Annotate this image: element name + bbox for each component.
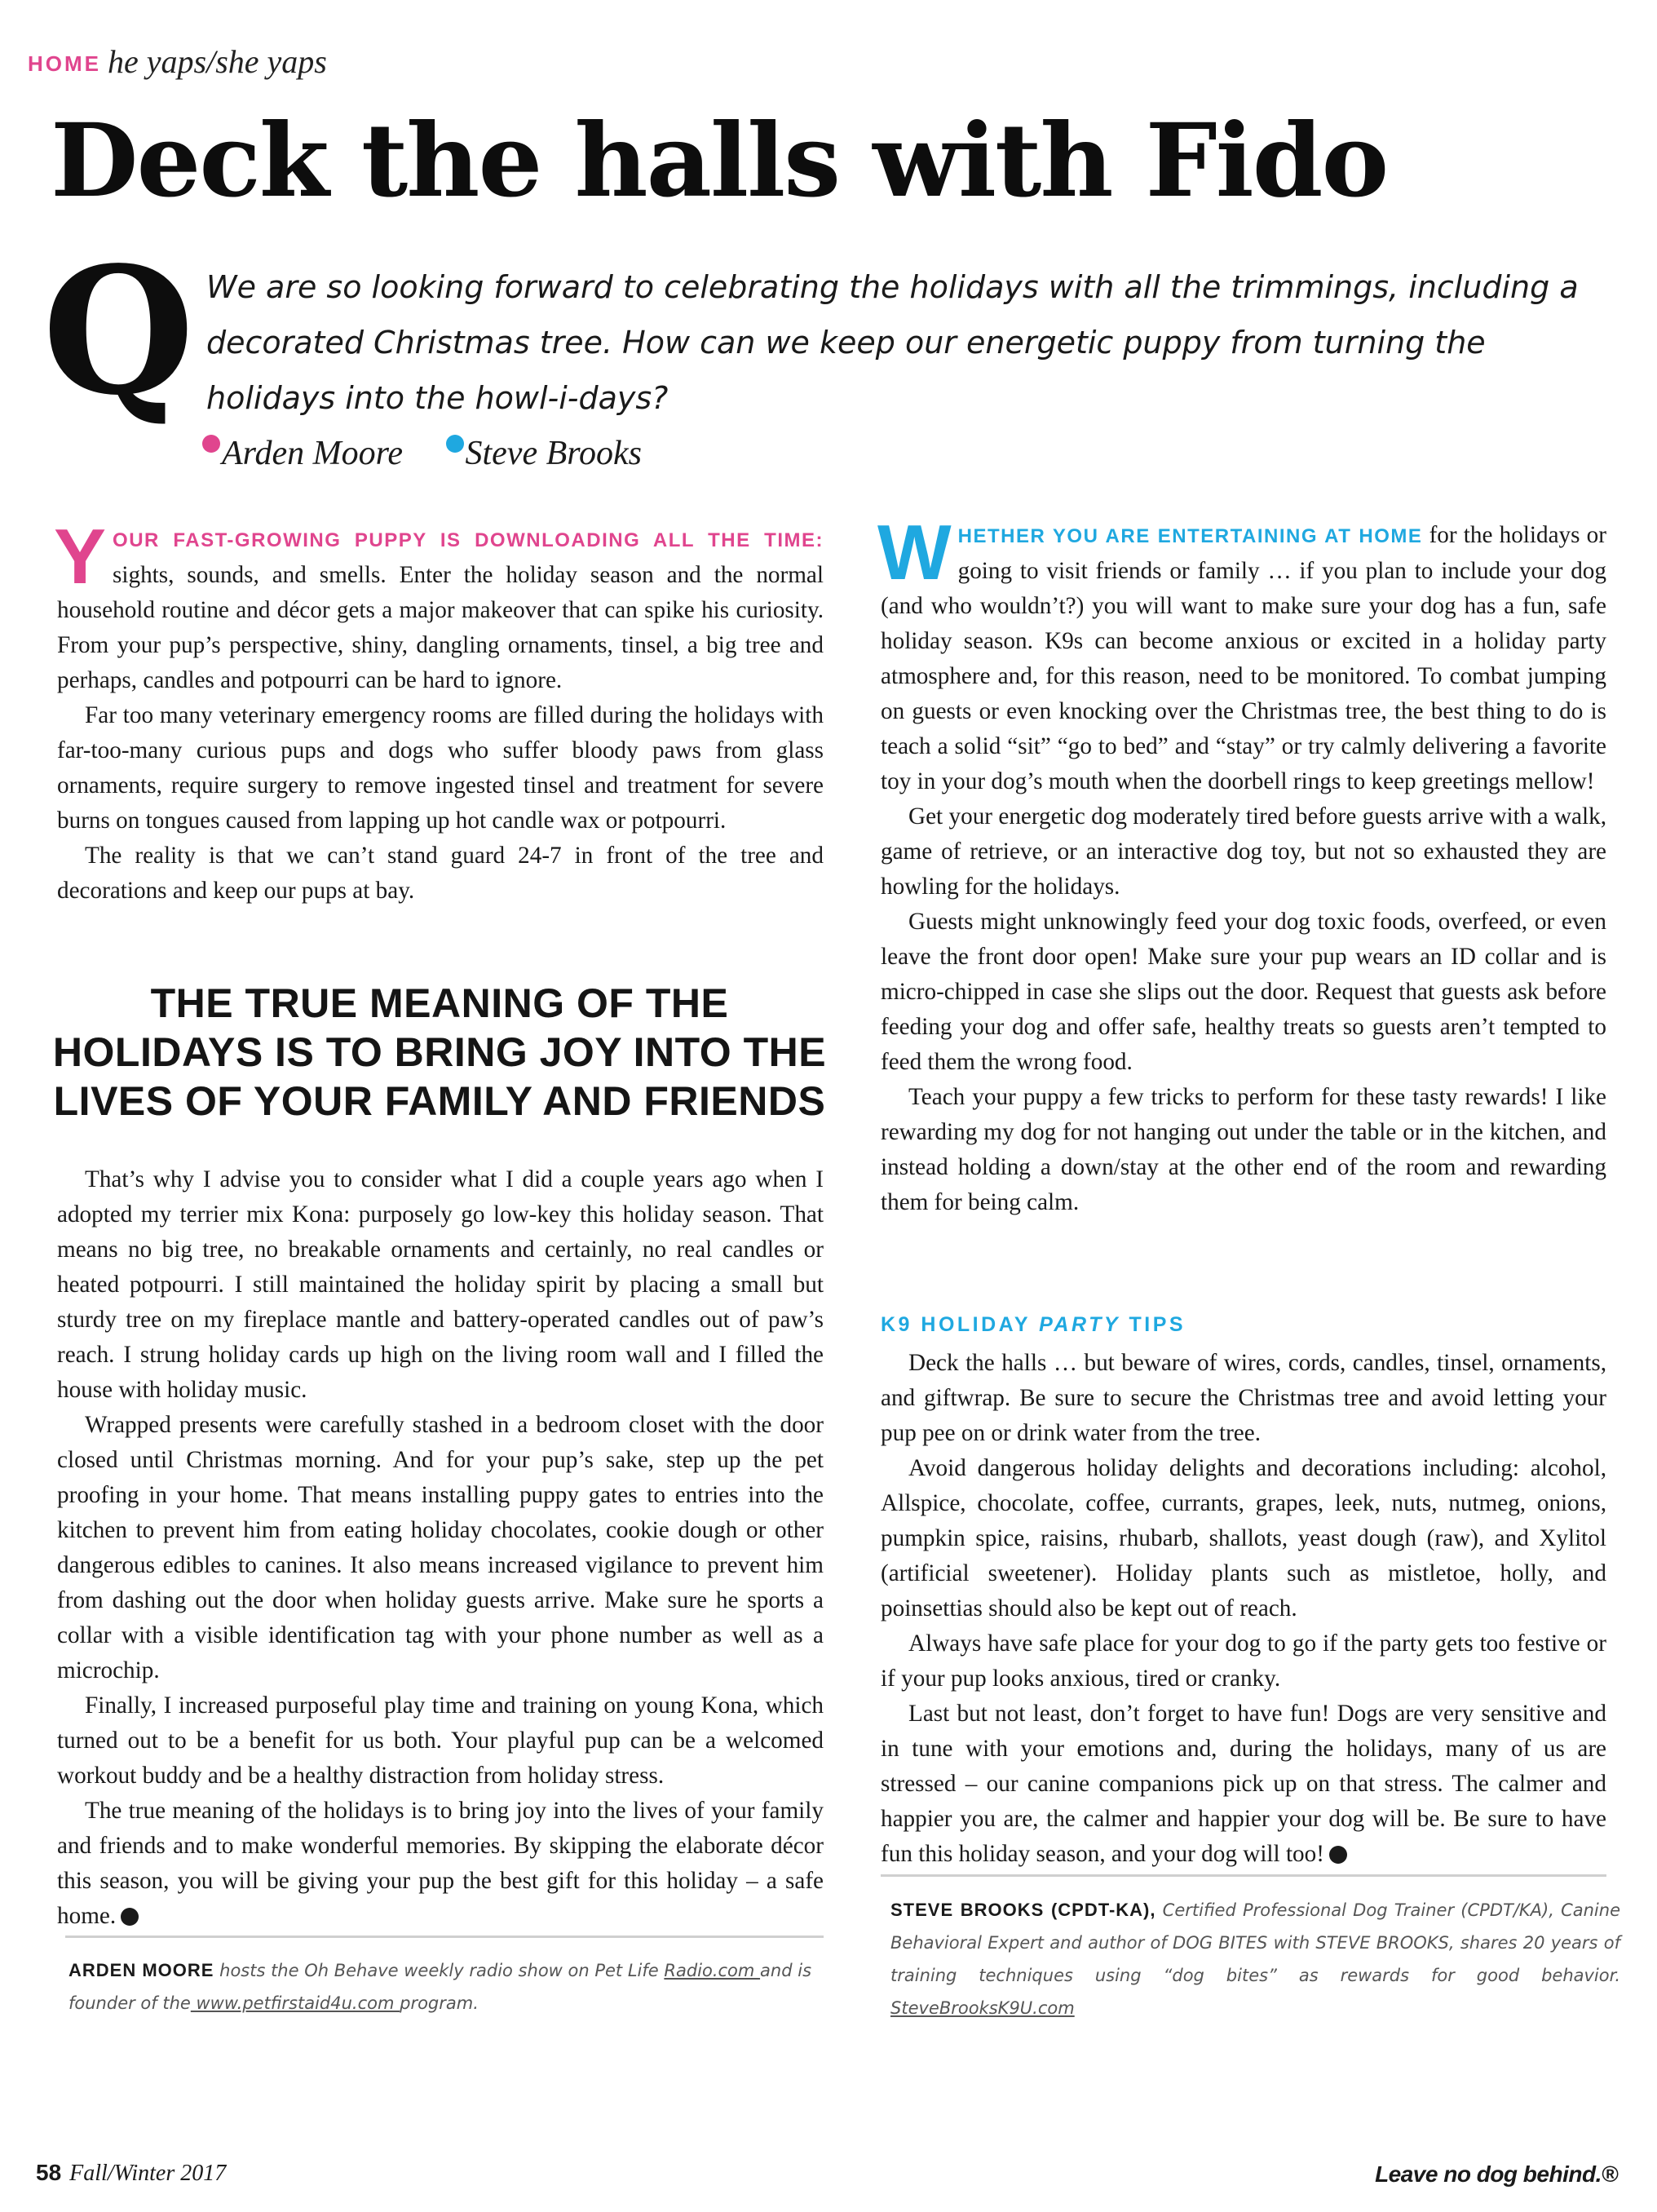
right-paragraph-1-text: for the holidays or going to visit friends or family … if you plan to include your dog (and who wouldn’t?) you will want to make sure your dog has a fun, safe holiday season. K9s can become anxious or excited in a holiday party atmosphere and, for this reason, need to be monitored. To combat jumping on guests or even knocking over the Christmas tree, the best thing to do is teach a solid “sit” “go to bed” and “stay” or try calmly delivering a favorite toy in your dog’s mouth when the doorbell rings to keep greetings mellow! <box>881 522 1606 794</box>
bio-left-text-3: program. <box>400 1993 479 2013</box>
left-lead-in: OUR FAST-GROWING PUPPY IS DOWNLOADING ALL THE TIME: <box>113 529 824 551</box>
bio-left-text-2: and is founder of the <box>68 1961 812 2013</box>
question-initial: Q <box>42 229 195 434</box>
radio-link[interactable]: Radio.com <box>664 1961 761 1980</box>
page-footer <box>36 2160 226 2187</box>
tips-heading <box>881 1313 1186 1337</box>
left-paragraph-1 <box>54 513 824 698</box>
right-dropcap: W <box>877 509 952 596</box>
tips-heading-part-3: TIPS <box>1120 1313 1186 1336</box>
petfirstaid-link[interactable]: www.petfirstaid4u.com <box>190 1993 400 2013</box>
right-lead-in: HETHER YOU ARE ENTERTAINING AT HOME <box>957 525 1423 547</box>
left-paragraph-4: That’s why I advise you to consider what I did a couple years ago when I adopted my terrier mix Kona: purposely go low-key this holiday season. That means no big tree, no breakable ornaments and certainly, no real candles or heated potpourri. I still maintained the holiday spirit by placing a small but sturdy tree on my fireplace mantle and battery-operated candles out of paw’s reach. I strung holiday cards up high on the living room wall and I filled the house with holiday music. <box>57 1166 824 1403</box>
right-paragraph-4: Teach your puppy a few tricks to perform for these tasty rewards! I like rewarding my dog for not hanging out under the table or in the kitchen, and instead holding a down/stay at the other end of the room and rewarding them for being calm. <box>881 1084 1606 1215</box>
issue-label: Fall/Winter 2017 <box>69 2161 227 2186</box>
pink-dot-icon <box>202 435 220 453</box>
section-label[interactable]: HOME <box>28 51 101 76</box>
tip-paragraph-4 <box>881 1697 1606 1872</box>
left-paragraph-7-text: The true meaning of the holidays is to bring joy into the lives of your family and friends and to make wonderful memories. By skipping the elaborate décor this season, you will be giving your pup the best gift for this holiday – a safe home. <box>57 1798 824 1929</box>
left-dropcap: Y <box>54 513 107 600</box>
section-subtitle: he yaps/she yaps <box>108 43 327 80</box>
bio-right-name: STEVE BROOKS (CPDT-KA), <box>890 1900 1156 1920</box>
question-text: We are so looking forward to celebrating the holidays with all the trimmings, including a decorated Christmas tree. How can we keep our energetic puppy from turning the holidays into the howl-i-days? <box>206 269 1579 416</box>
tips-heading-part-1: K9 HOLIDAY <box>881 1313 1040 1336</box>
author-arden: Arden Moore <box>222 435 403 472</box>
tip-paragraph-1: Deck the halls … but beware of wires, cords, candles, tinsel, ornaments, and giftwrap. Be sure to secure the Christmas tree and avoid letting your pup pee on or drink water from the tree. <box>881 1350 1606 1446</box>
left-paragraph-6: Finally, I increased purposeful play time and training on young Kona, which turned out to be a benefit for us both. Your playful pup can be a welcomed workout buddy and be a healthy distraction from holiday stress. <box>57 1692 824 1789</box>
bio-divider-left <box>65 1936 824 1938</box>
stevebrooks-link[interactable]: SteveBrooksK9U.com <box>890 1998 1075 2018</box>
tagline: Leave no dog behind.® <box>1375 2161 1618 2187</box>
tip-paragraph-2: Avoid dangerous holiday delights and decorations including: alcohol, Allspice, chocolate, coffee, currants, grapes, leek, nuts, nutmeg, onions, pumpkin spice, raisins, rhubarb, shallots, yeast dough (raw), and Xylitol (artificial sweetener). Holiday plants such as mistletoe, holly, and poinsettias should also be kept out of reach. <box>881 1455 1606 1621</box>
pull-quote: THE TRUE MEANING OF THE HOLIDAYS IS TO BRING JOY INTO THE LIVES OF YOUR FAMILY AND FRIENDS <box>52 980 827 1124</box>
right-column-tips <box>881 1346 1606 1872</box>
bio-arden-moore <box>68 1954 827 2020</box>
paw-end-mark-icon: ✱ <box>1329 1846 1347 1864</box>
left-paragraph-1-text: sights, sounds, and smells. Enter the holiday season and the normal household routine and décor gets a major makeover that can spike his curiosity. From your pup’s perspective, shiny, dangling ornaments, tinsel, a big tree and perhaps, candles and potpourri can be hard to ignore. <box>57 562 824 693</box>
left-column-intro <box>54 513 824 909</box>
right-paragraph-1 <box>877 509 1606 799</box>
bio-divider-right <box>881 1874 1606 1877</box>
author-steve: Steve Brooks <box>465 435 643 472</box>
left-paragraph-5: Wrapped presents were carefully stashed in a bedroom closet with the door closed until Christmas morning. And for your pup’s sake, step up the pet proofing in your home. That means installing puppy gates to entries into the kitchen to prevent him from eating holiday chocolates, cookie dough or other dangerous edibles to canines. It also means increased vigilance to prevent him from dashing out the door when holiday guests arrive. Make sure he sports a collar with a visible identification tag with your phone number as well as a microchip. <box>57 1412 824 1683</box>
right-paragraph-2: Get your energetic dog moderately tired before guests arrive with a walk, game of retrieve, or an interactive dog toy, but not so exhausted they are howling for the holidays. <box>881 803 1606 900</box>
tip-paragraph-4-text: Last but not least, don’t forget to have fun! Dogs are very sensitive and in tune with your emotions and, during the holidays, many of us are stressed – our canine companions pick up on that stress. The calmer and happier you are, the calmer and happier your dog will be. Be sure to have fun this holiday season, and your dog will too! <box>881 1701 1606 1867</box>
bio-right-text: Certified Professional Dog Trainer (CPDT/KA), Canine Behavioral Expert and author of DOG BITES with STEVE BROOKS, shares 20 years of training techniques using “dog bites” as rewards for good behavior. <box>890 1900 1620 1985</box>
left-column-body <box>57 1162 824 1934</box>
left-paragraph-7 <box>57 1794 824 1934</box>
section-header <box>28 42 327 81</box>
right-column-body <box>877 509 1606 1220</box>
tips-heading-part-2: PARTY <box>1039 1313 1121 1336</box>
blue-dot-icon <box>446 435 464 453</box>
article-title: Deck the halls with Fido <box>51 102 1388 220</box>
paw-end-mark-icon: ✱ <box>121 1908 139 1926</box>
bio-left-name: ARDEN MOORE <box>68 1960 214 1980</box>
bio-left-text-1: hosts the Oh Behave weekly radio show on Pet Life <box>214 1961 665 1980</box>
page-number: 58 <box>36 2160 62 2185</box>
tip-paragraph-3: Always have safe place for your dog to go if the party gets too festive or if your pup looks anxious, tired or cranky. <box>881 1630 1606 1692</box>
left-paragraph-2: Far too many veterinary emergency rooms are filled during the holidays with far-too-many curious pups and dogs who suffer bloody paws from glass ornaments, require surgery to remove ingested tinsel and treatment for severe burns on tongues caused from lapping up hot candle wax or potpourri. <box>57 702 824 834</box>
left-paragraph-3: The reality is that we can’t stand guard 24-7 in front of the tree and decorations and keep our pups at bay. <box>57 843 824 904</box>
right-paragraph-3: Guests might unknowingly feed your dog toxic foods, overfeed, or even leave the front door open! Make sure your pup wears an ID collar and is micro-chipped in case she slips out the door. Request that guests ask before feeding your dog and offer safe, healthy treats so guests aren’t tempted to feed them the wrong food. <box>881 909 1606 1075</box>
author-line <box>202 434 642 473</box>
bio-steve-brooks <box>890 1894 1620 2024</box>
